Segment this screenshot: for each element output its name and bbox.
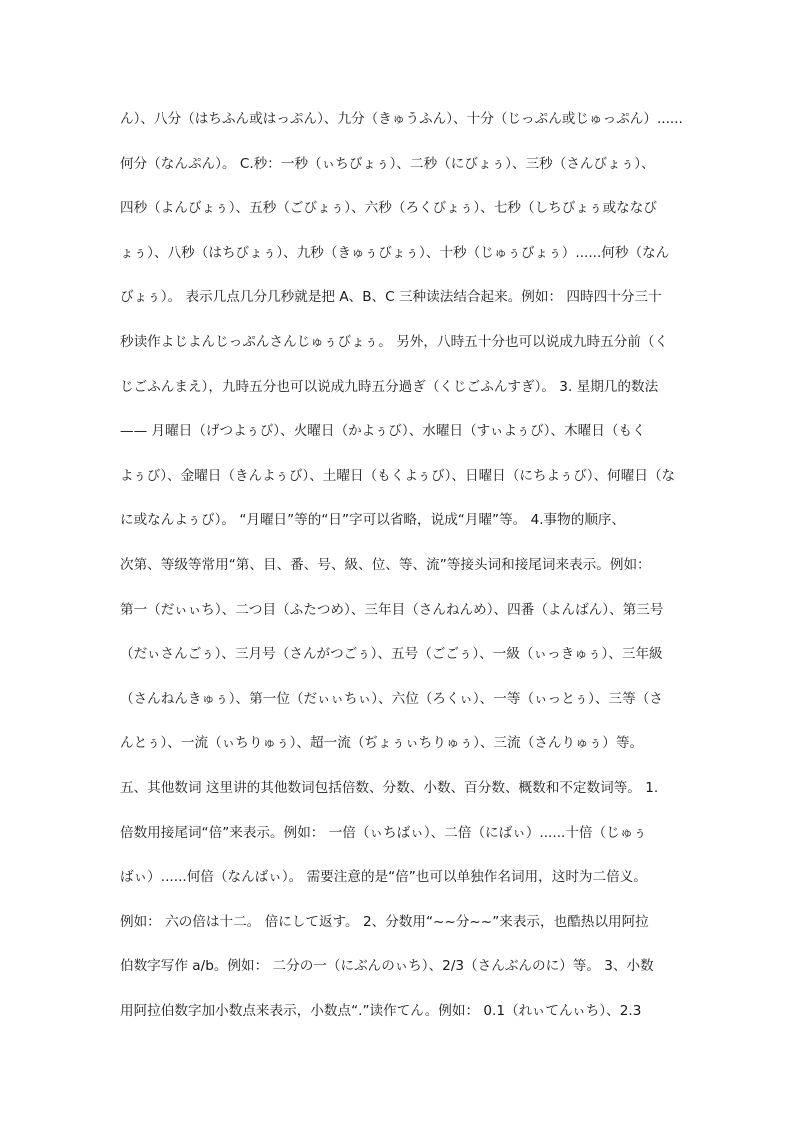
text-line: 倍数用接尾词“倍”来表示。例如： 一倍（ぃちばぃ）、二倍（にばぃ）......十倍（じゅぅ xyxy=(120,824,647,841)
text-line: 四秒（よんびょぅ）、五秒（ごびょぅ）、六秒（ろくびょぅ）、七秒（しちびょぅ或ななび xyxy=(120,200,657,217)
text-line: 例如： 六の倍は十二。 倍にして返す。 2、分数用“~~分~~”来表示，也酷热以用阿拉 xyxy=(120,913,649,930)
text-line: ん）、八分（はちふん或はっぷん）、九分（きゅうふん）、十分（じっぷん或じゅっぷん）...... xyxy=(120,111,683,127)
text-line: びょぅ）。 表示几点几分几秒就是把 A、B、C 三种读法结合起来。例如： 四時四十分三十 xyxy=(120,289,662,306)
text-line: （だぃさんごぅ）、三月号（さんがつごぅ）、五号（ごごぅ）、一級（ぃっきゅぅ）、三年級 xyxy=(120,646,663,663)
paragraph-other-numerals xyxy=(120,766,686,1034)
text-line: 秒读作よじよんじっぷんさんじゅぅびょぅ。 另外，八時五十分也可以说成九時五分前（く xyxy=(120,333,669,350)
text-line: 第一（だぃぃち）、二つ目（ふたつめ）、三年目（さんねんめ）、四番（よんばん）、第三号 xyxy=(120,601,664,618)
text-line: （さんねんきゅぅ）、第一位（だぃぃちぃ）、六位（ろくぃ）、一等（ぃっとぅ）、三等（さ xyxy=(120,690,663,707)
text-line: に或なんよぅび）。 “月曜日”等的“日”字可以省略，说成“月曜”等。 4.事物的顺序、 xyxy=(120,512,626,529)
text-line: じごふんまえ），九時五分也可以说成九時五分過ぎ（くじごふんすぎ）。 3. 星期几的数法 xyxy=(120,378,659,395)
text-line: 用阿拉伯数字加小数点来表示，小数点“.”读作てん。例如： 0.1（れぃてんぃち）、2.3 xyxy=(120,1002,642,1019)
paragraph-time-and-ordinals xyxy=(120,97,686,766)
text-line: ょぅ）、八秒（はちびょぅ）、九秒（きゅぅびょぅ）、十秒（じゅぅびょぅ）......何秒（なん xyxy=(120,244,670,261)
text-line: 何分（なんぷん）。 C.秒：一秒（ぃちびょぅ）、二秒（にびょぅ）、三秒（さんびょぅ）、 xyxy=(120,155,655,172)
text-line: よぅび）、金曜日（きんよぅび）、土曜日（もくよぅび）、日曜日（にちよぅび）、何曜日（な xyxy=(120,467,676,484)
text-line: 伯数字写作 a/b。例如： 二分の一（にぶんのぃち）、2/3（さんぶんのに）等。 3、小数 xyxy=(120,958,654,975)
text-line: んとぅ）、一流（ぃちりゅぅ）、超一流（ぢょぅぃちりゅぅ）、三流（さんりゅぅ）等。 xyxy=(120,735,644,752)
text-line: ばぃ）......何倍（なんばぃ）。 需要注意的是“倍”也可以单独作名词用，这时为二倍义。 xyxy=(120,869,647,886)
text-line: 次第、等级等常用“第、目、番、号、級、位、等、流”等接头词和接尾词来表示。例如： xyxy=(120,556,651,573)
text-line: 五、其他数词 这里讲的其他数词包括倍数、分数、小数、百分数、概数和不定数词等。 1. xyxy=(120,780,659,796)
text-line: —— 月曜日（げつよぅび）、火曜日（かよぅび）、水曜日（すぃよぅび）、木曜日（もく xyxy=(120,423,646,440)
